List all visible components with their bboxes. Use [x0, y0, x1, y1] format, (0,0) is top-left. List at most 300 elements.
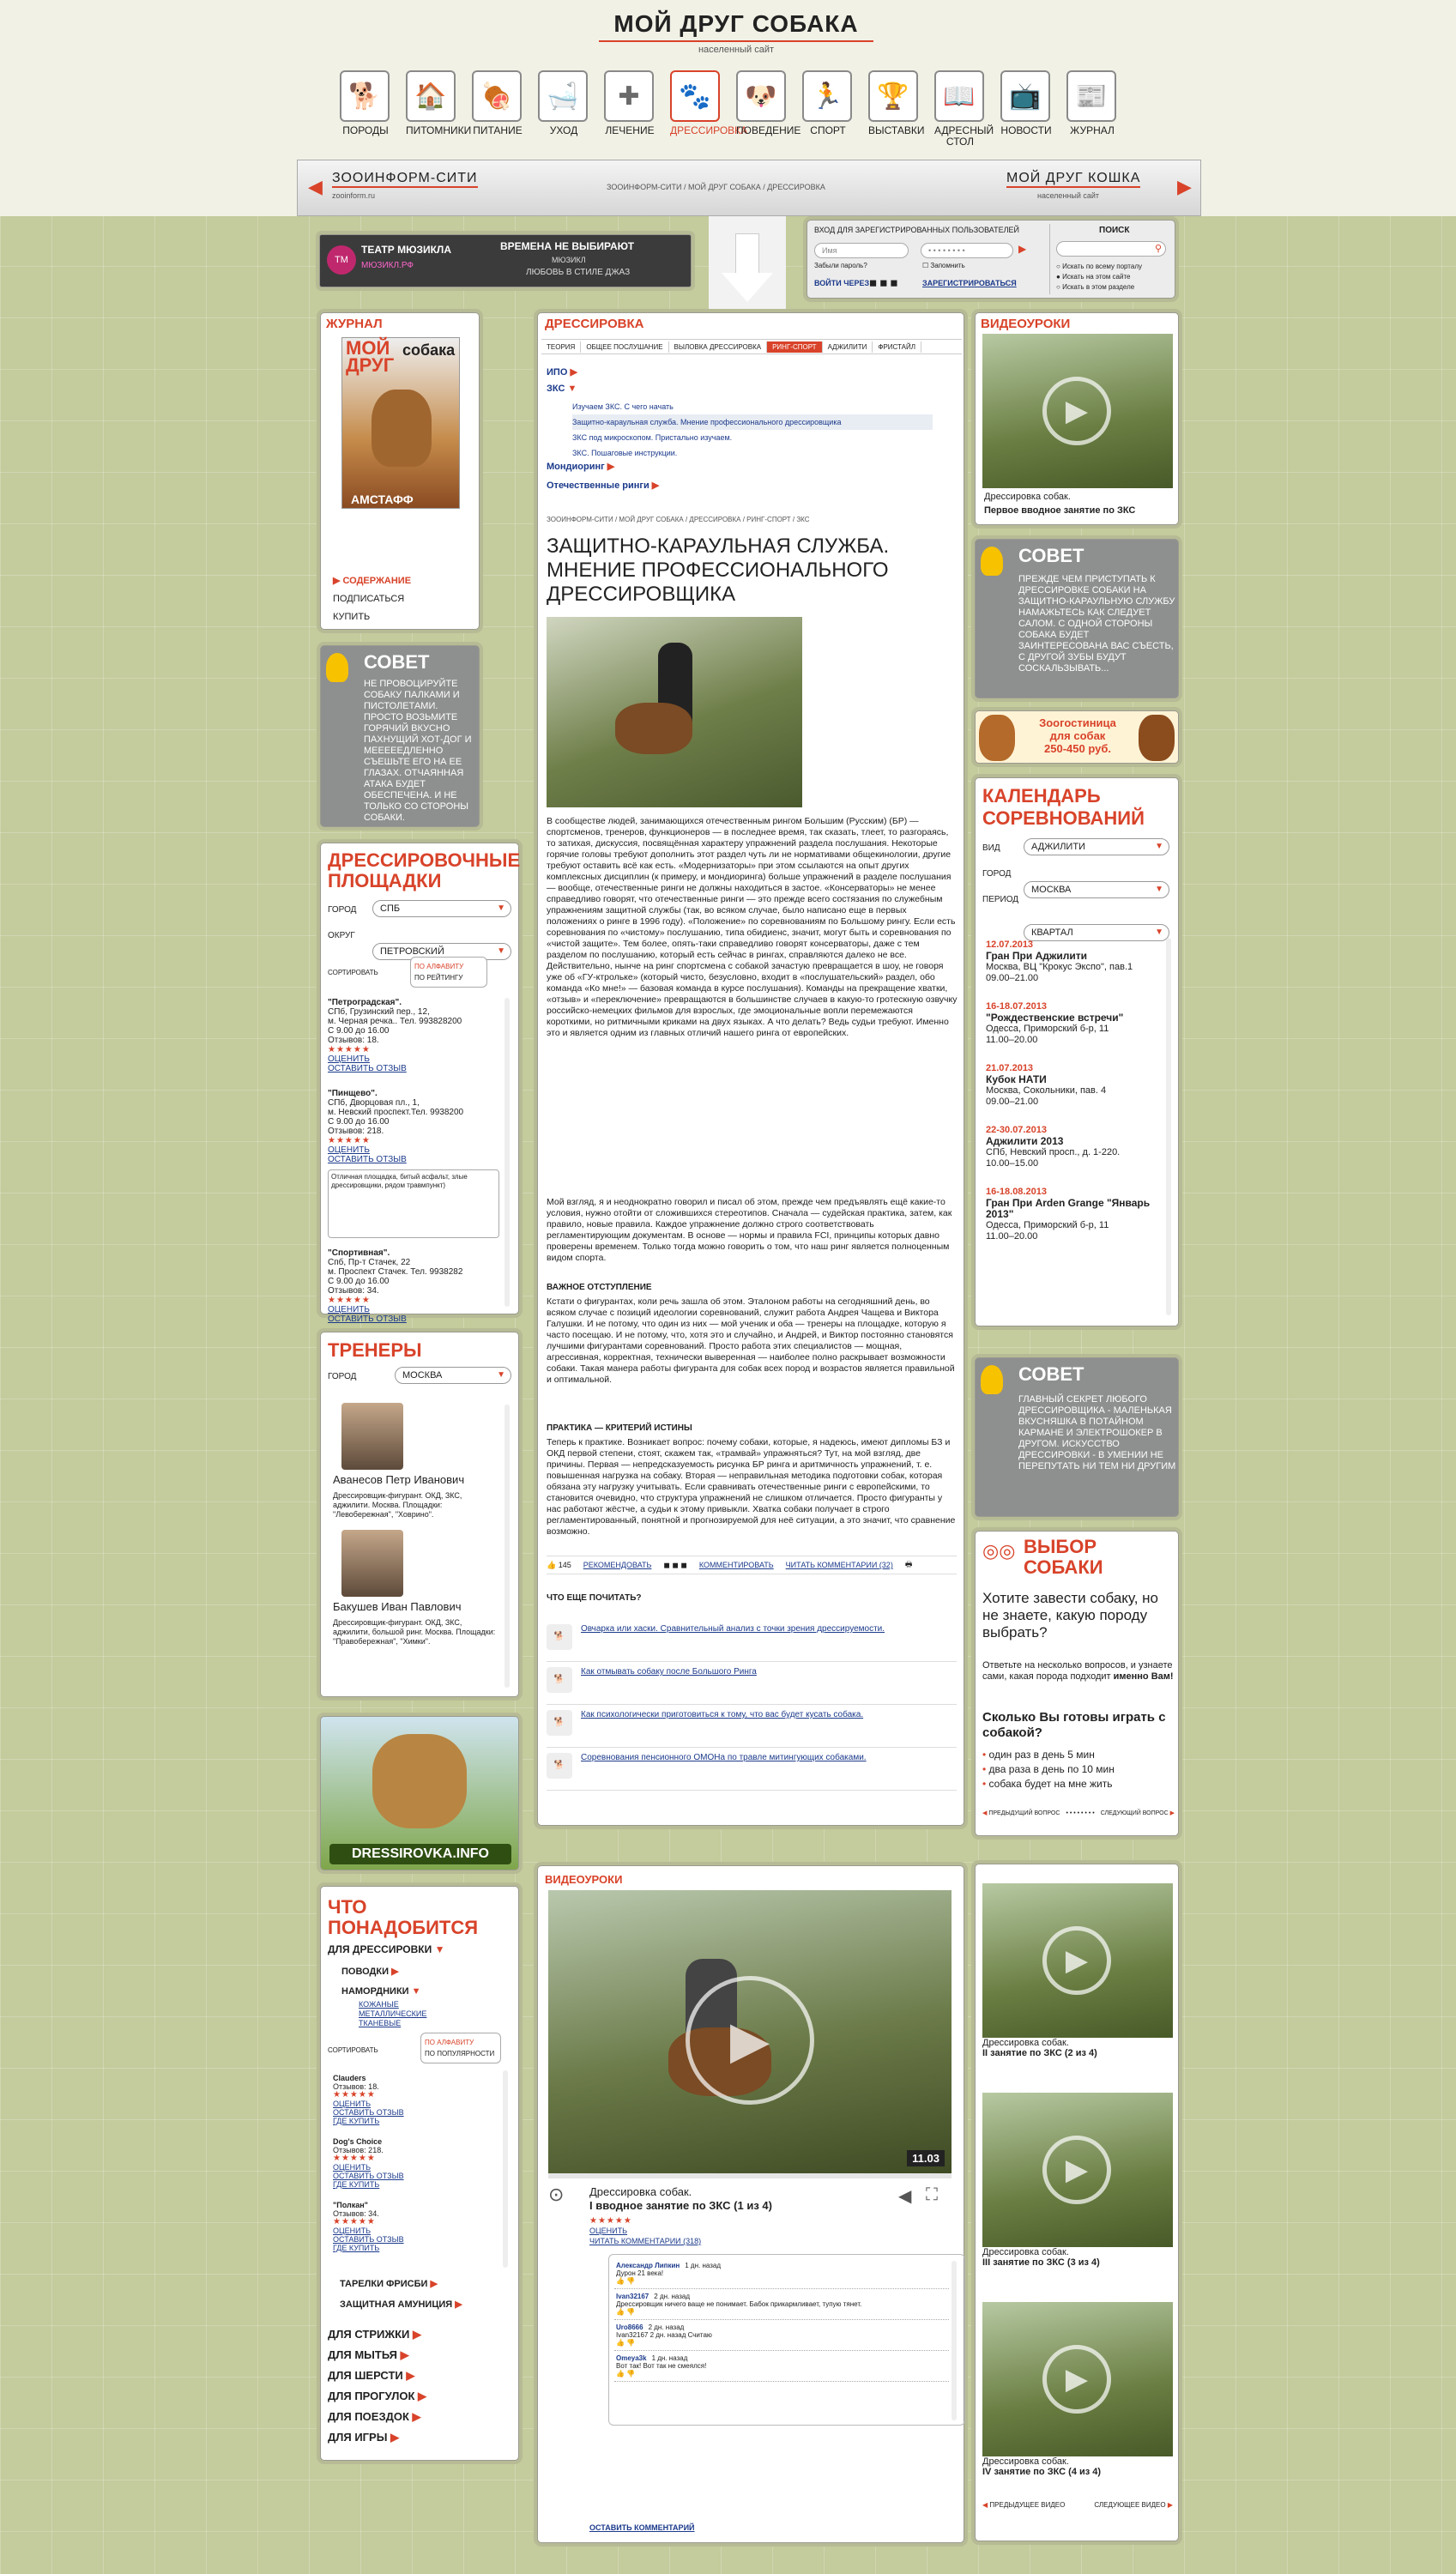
share-icons[interactable]: ◼ ◼ ◼: [663, 1560, 687, 1569]
nav-item-0[interactable]: [340, 70, 391, 136]
breadcrumb: ЗООИНФОРМ-СИТИ / МОЙ ДРУГ СОБАКА / ДРЕССИРОВКА / РИНГ-СПОРТ / ЗКС: [547, 516, 810, 523]
dog-photo: [979, 715, 1015, 761]
event-time: 09.00–21.00: [986, 973, 1039, 983]
event-name[interactable]: Гран При Аджилити: [986, 950, 1088, 962]
leave-review-link[interactable]: ОСТАВИТЬ ОТЗЫВ: [328, 1155, 407, 1164]
need-panel: [320, 1886, 519, 2461]
need-frisbee[interactable]: ТАРЕЛКИ ФРИСБИ ▶: [340, 2279, 438, 2289]
need-sub-item[interactable]: КОЖАНЫЕ: [359, 2000, 399, 2009]
next-question-button[interactable]: СЛЕДУЮЩИЙ ВОПРОС ▶: [1100, 1810, 1175, 1816]
event-item[interactable]: [986, 1187, 1157, 1242]
article-paragraph-2: Мой взгляд, я и неоднократно говорил и писал об этом, прежде чем предъявлять ещё какие-то условия, нужно отойти от сложившихся стереотипов. Сначала — судейская практика, затем, как правило, новые правила. Каждое упражнение должно строго соответствовать регламентирующим документам. В основе — нормы и правила FCI, принципы которых давно проверены временем. Только тогда можно говорить о том, что наш ринг является полноценным видом спорта.: [547, 1197, 952, 1263]
choice-title: ВЫБОР СОБАКИ: [1024, 1536, 1103, 1578]
nav-item-1[interactable]: [406, 70, 472, 136]
video-thumb[interactable]: [982, 2302, 1173, 2456]
video-rate-link[interactable]: ОЦЕНИТЬ: [589, 2227, 628, 2235]
read-comments-link[interactable]: ЧИТАТЬ КОММЕНТАРИИ (32): [785, 1561, 893, 1569]
grounds-scrollbar[interactable]: [504, 998, 510, 1307]
related-link[interactable]: Соревнования пенсионного ОМОНа по травле митингующих собаками.: [581, 1753, 867, 1762]
related-link[interactable]: Овчарка или хаски. Сравнительный анализ с точки зрения дрессируемости.: [581, 1624, 885, 1634]
musical-ad-slogan: ВРЕМЕНА НЕ ВЫБИРАЮТ: [500, 240, 635, 252]
ground-info: м. Черная речка.. Тел. 993828200: [328, 1017, 462, 1026]
comment-button[interactable]: КОММЕНТИРОВАТЬ: [698, 1561, 774, 1569]
rating-stars: ★★★★★: [328, 1045, 371, 1054]
glasses-icon: ◎◎: [982, 1540, 1016, 1562]
article-actions: [547, 1556, 957, 1574]
next-video-button[interactable]: СЛЕДУЮЩЕЕ ВИДЕО ▶: [1094, 2501, 1173, 2509]
menu-zks[interactable]: ЗКС ▼: [547, 384, 577, 394]
need-leashes[interactable]: ПОВОДКИ ▶: [341, 1967, 399, 1977]
review-textarea[interactable]: [328, 1169, 499, 1238]
grounds-sort-options[interactable]: [410, 957, 487, 988]
dressirovka-ad[interactable]: [320, 1716, 519, 1870]
event-time: 09.00–21.00: [986, 1097, 1039, 1107]
kennel-icon: 🏠: [406, 70, 456, 122]
arrow-icon: ▶: [387, 2431, 400, 2444]
twitter-icon[interactable]: ◼: [890, 278, 898, 288]
event-name[interactable]: Аджилити 2013: [986, 1135, 1064, 1147]
ground-item[interactable]: [328, 1089, 499, 1238]
choice-question-2: Сколько Вы готовы играть с собакой?: [982, 1710, 1166, 1740]
comment-header: [616, 2262, 947, 2269]
event-item[interactable]: [986, 1001, 1157, 1046]
register-link[interactable]: ЗАРЕГИСТРИРОВАТЬСЯ: [922, 279, 1017, 287]
trainer-item[interactable]: [333, 1403, 501, 1520]
choice-option-label: один раз в день 5 мин: [988, 1749, 1095, 1761]
calendar-view-select[interactable]: АДЖИЛИТИ ▼: [1024, 838, 1169, 855]
prev-question-button[interactable]: ◀ ПРЕДЫДУЩИЙ ВОПРОС: [982, 1810, 1060, 1816]
tab-2[interactable]: ВЫЛОВКА ДРЕССИРОВКА: [669, 341, 768, 353]
trainers-city-select[interactable]: МОСКВА ▼: [395, 1367, 511, 1384]
sport-icon: 🏃: [802, 70, 852, 122]
search-option-site[interactable]: ● Искать на этом сайте: [1056, 273, 1131, 281]
menu-rings[interactable]: Отечественные ринги ▶: [547, 480, 660, 491]
zooinform-sub: zooinform.ru: [332, 191, 376, 200]
where-buy-link[interactable]: ГДЕ КУПИТЬ: [333, 2244, 380, 2252]
fullscreen-icon[interactable]: ⛶: [926, 2185, 938, 2204]
video-item[interactable]: [982, 1883, 1173, 2058]
comment-text: Дрессировщик ничего ваще не понимает. Бабок прикармливает, тупую тянет.: [616, 2300, 862, 2308]
rate-link[interactable]: ОЦЕНИТЬ: [333, 2227, 372, 2235]
leave-review-link[interactable]: ОСТАВИТЬ ОТЗЫВ: [328, 1314, 407, 1324]
related-link[interactable]: Как психологически приготовиться к тому, что вас будет кусать собака.: [581, 1710, 864, 1719]
related-item[interactable]: [547, 1662, 957, 1705]
search-option-section[interactable]: ○ Искать в этом разделе: [1056, 283, 1135, 291]
grounds-city-select[interactable]: СПБ ▼: [372, 900, 511, 917]
choice-question: Хотите завести собаку, но не знаете, какую породу выбрать?: [982, 1590, 1158, 1640]
article-subheading-1: ВАЖНОЕ ОТСТУПЛЕНИЕ: [547, 1283, 652, 1292]
video-caption-2: IV занятие по ЗКС (4 из 4): [982, 2467, 1102, 2477]
play-button[interactable]: ⊙: [548, 2184, 565, 2205]
choice-option[interactable]: [982, 1777, 1115, 1792]
comment-header: [616, 2323, 947, 2331]
event-item[interactable]: [986, 1125, 1157, 1169]
nav-label: АДРЕСНЫЙ СТОЛ: [934, 124, 994, 148]
nav-label: ЖУРНАЛ: [1070, 124, 1115, 136]
choice-panel: [975, 1531, 1179, 1836]
play-icon[interactable]: ▶: [1042, 2136, 1111, 2204]
rate-link[interactable]: ОЦЕНИТЬ: [333, 2100, 372, 2108]
related-title: ЧТО ЕЩЕ ПОЧИТАТЬ?: [547, 1593, 642, 1603]
leave-comment-link[interactable]: ОСТАВИТЬ КОММЕНТАРИЙ: [589, 2523, 695, 2532]
where-buy-link[interactable]: ГДЕ КУПИТЬ: [333, 2180, 380, 2189]
tip-panel-1: [320, 645, 480, 827]
ground-info: м. Невский проспект.Тел. 9938200: [328, 1108, 464, 1117]
play-icon[interactable]: ▶: [1042, 1926, 1111, 1995]
dog-figure: [615, 703, 692, 754]
video-comments-scrollbar[interactable]: [952, 2261, 957, 2420]
radio-icon: •: [982, 1749, 989, 1761]
need-category-label: ДЛЯ ИГРЫ: [328, 2431, 388, 2444]
calendar-city-select[interactable]: МОСКВА ▼: [1024, 881, 1169, 898]
event-place: Одесса, Приморский б-р, 11: [986, 1024, 1109, 1034]
login-submit-button[interactable]: ▶: [1018, 243, 1027, 255]
right-videos-nav: [982, 2501, 1173, 2509]
video-comments-link[interactable]: ЧИТАТЬ КОММЕНТАРИИ (318): [589, 2237, 702, 2245]
play-icon[interactable]: ▶: [1042, 377, 1111, 445]
musical-ad-type: МЮЗИКЛ: [552, 256, 586, 264]
sort-alpha[interactable]: ПО АЛФАВИТУ: [425, 2039, 474, 2046]
recommend-button[interactable]: РЕКОМЕНДОВАТЬ: [583, 1561, 652, 1569]
leave-review-link[interactable]: ОСТАВИТЬ ОТЗЫВ: [333, 2172, 404, 2180]
right-video-caption-2: Первое вводное занятие по ЗКС: [984, 505, 1136, 516]
related-item[interactable]: [547, 1619, 957, 1662]
down-arrow-icon: [709, 216, 786, 309]
product-name[interactable]: Dog's Choice: [333, 2137, 383, 2146]
product-item[interactable]: [333, 2201, 496, 2252]
need-scrollbar[interactable]: [503, 2070, 508, 2268]
nav-label: ЛЕЧЕНИЕ: [605, 124, 655, 136]
trainer-name[interactable]: Бакушев Иван Павлович: [333, 1600, 462, 1613]
comment-user[interactable]: Omeya3k: [616, 2354, 647, 2362]
tab-3[interactable]: РИНГ-СПОРТ: [767, 341, 822, 353]
event-time: 11.00–20.00: [986, 1035, 1038, 1045]
menu-ipo[interactable]: ИПО ▶: [547, 367, 577, 378]
vk-icon[interactable]: ◼: [879, 278, 888, 288]
rating-stars: ★★★★★: [328, 1296, 371, 1305]
journal-link-2[interactable]: [333, 608, 411, 626]
grounds-panel: [320, 843, 521, 1324]
ground-item[interactable]: [328, 998, 499, 1073]
need-category-label: ДЛЯ МЫТЬЯ: [328, 2348, 398, 2361]
nav-label: ВЫСТАВКИ: [868, 124, 925, 136]
nav-label: ПОРОДЫ: [342, 124, 389, 136]
need-protection[interactable]: ЗАЩИТНАЯ АМУНИЦИЯ ▶: [340, 2299, 462, 2310]
dog-photo: [372, 390, 432, 467]
nav-item-5[interactable]: [670, 70, 748, 136]
article-paragraph-4: Теперь к практике. Возникает вопрос: почему собаки, которые, я надеюсь, имеют дипломы БЗ и ОКД первой степени, стоят, скажем так, «трамвай» упражняться? Тут, на мой взгляд, две причины. Первая — непредсказуемость рисунка БР ринга и аритмичность упражнений, т. е. повышенная нагрузка на собаку. Вторая — неправильная методика подготовки собак, которая обязана эту нагрузку учитывать. Если сравнивать отечественные ринги с европейскими, то становится очевидно, что структура упражнений не слишком отличается. Просто фигуранты у нас работают жёстче, а судьи к этому привыкли. Хватка собаки получает в строго регламентированный, понятной и прогнозируемой для неё ситуации, а это значит, что сравнение возможно.: [547, 1437, 956, 1537]
event-time: 10.00–15.00: [986, 1158, 1039, 1169]
leave-review-link[interactable]: ОСТАВИТЬ ОТЗЫВ: [333, 2108, 404, 2117]
sub-menu-item[interactable]: Изучаем ЗКС. С чего начать: [572, 402, 674, 411]
need-category[interactable]: [328, 2386, 426, 2407]
calendar-view-label: ВИД: [982, 843, 1000, 853]
leave-review-link[interactable]: ОСТАВИТЬ ОТЗЫВ: [328, 1064, 407, 1073]
need-category[interactable]: [328, 2407, 426, 2427]
trainer-item[interactable]: [333, 1530, 501, 1647]
login-panel: [807, 220, 1175, 299]
rating-stars: ★★★★★: [333, 2090, 376, 2100]
menu-mondioring[interactable]: Мондиоринг ▶: [547, 462, 615, 472]
dog-photo: [1139, 715, 1175, 761]
calendar-scrollbar[interactable]: [1166, 938, 1171, 1315]
sub-menu-item[interactable]: ЗКС. Пошаговые инструкции.: [572, 449, 678, 457]
rate-link[interactable]: ОЦЕНИТЬ: [328, 1054, 370, 1064]
video-player[interactable]: [548, 1890, 952, 2173]
rate-link[interactable]: ОЦЕНИТЬ: [328, 1305, 370, 1314]
calendar-period-select[interactable]: КВАРТАЛ ▼: [1024, 924, 1169, 941]
search-icon[interactable]: ⚲: [1154, 244, 1162, 254]
choice-option[interactable]: [982, 1762, 1115, 1777]
product-reviews[interactable]: Отзывов: 18.: [333, 2082, 379, 2091]
event-date: 16-18.07.2013: [986, 1001, 1047, 1012]
ground-name[interactable]: "Петроградская".: [328, 998, 402, 1007]
need-sort-label: СОРТИРОВАТЬ: [328, 2046, 378, 2054]
need-sub-item[interactable]: ТКАНЕВЫЕ: [359, 2019, 402, 2027]
need-sub[interactable]: ДЛЯ ДРЕССИРОВКИ ▼: [328, 1943, 445, 1955]
nav-label: ПИТОМНИКИ: [406, 124, 472, 136]
username-input[interactable]: Имя: [814, 243, 909, 258]
sort-popularity[interactable]: ПО ПОПУЛЯРНОСТИ: [425, 2050, 495, 2057]
breeds-icon: 🐕: [340, 70, 390, 122]
comment-text: Вот так! Вот так не смеялся!: [616, 2362, 707, 2370]
nav-item-2[interactable]: [472, 70, 523, 136]
right-video-panel: [975, 312, 1179, 525]
password-input[interactable]: • • • • • • • •: [921, 243, 1013, 258]
grounds-title: ДРЕССИРОВОЧНЫЕ ПЛОЩАДКИ: [328, 849, 521, 891]
nav-item-8[interactable]: [868, 70, 925, 136]
cat-site-title[interactable]: МОЙ ДРУГ КОШКА: [1006, 171, 1140, 188]
zoo-ad-line-2: для собак: [1049, 729, 1106, 742]
nav-item-3[interactable]: [538, 70, 589, 136]
tab-4[interactable]: АДЖИЛИТИ: [823, 341, 873, 353]
choice-sub-strong: именно Вам!: [1113, 1671, 1174, 1682]
grounds-district-label: ОКРУГ: [328, 931, 355, 940]
rating-stars: ★★★★★: [333, 2154, 376, 2163]
event-item[interactable]: [986, 940, 1157, 984]
prev-site-arrow[interactable]: ◀: [308, 176, 323, 197]
comment-vote-icons[interactable]: 👍 👎: [616, 2339, 636, 2347]
comment-text: Ivan32167 2 дн. назад Считаю: [616, 2331, 712, 2339]
event-date: 22-30.07.2013: [986, 1125, 1047, 1135]
rating-stars: ★★★★★: [333, 2217, 376, 2227]
sort-alpha[interactable]: ПО АЛФАВИТУ: [414, 963, 464, 970]
event-time: 11.00–20.00: [986, 1231, 1038, 1242]
rating-stars: ★★★★★: [328, 1136, 371, 1145]
ground-name[interactable]: "Спортивная".: [328, 1248, 390, 1258]
sub-menu-item[interactable]: ЗКС под микроскопом. Пристально изучаем.: [572, 433, 733, 442]
video-thumb[interactable]: [982, 2093, 1173, 2247]
rate-link[interactable]: ОЦЕНИТЬ: [333, 2163, 372, 2172]
behavior-icon: 🐶: [736, 70, 786, 122]
site-banner: [297, 160, 1201, 216]
musical-ad[interactable]: [319, 234, 692, 287]
journal-link-1[interactable]: [333, 590, 411, 608]
comment-user[interactable]: Ivan32167: [616, 2293, 649, 2300]
musical-ad-name: ЛЮБОВЬ В СТИЛЕ ДЖАЗ: [526, 268, 631, 277]
product-item[interactable]: [333, 2074, 496, 2125]
sub-menu-item[interactable]: Защитно-караульная служба. Мнение профессионального дрессировщика: [572, 414, 933, 430]
calendar-period-label: ПЕРИОД: [982, 895, 1019, 904]
choice-option[interactable]: [982, 1748, 1115, 1762]
event-name[interactable]: Кубок НАТИ: [986, 1073, 1047, 1085]
product-item[interactable]: [333, 2137, 496, 2189]
play-icon[interactable]: ▶: [686, 1976, 814, 2105]
product-name[interactable]: Clauders: [333, 2074, 366, 2082]
trainers-scrollbar[interactable]: [504, 1405, 510, 1688]
arrow-icon: ▶: [402, 2369, 415, 2382]
nav-item-6[interactable]: [736, 70, 801, 136]
grounds-city-label: ГОРОД: [328, 905, 357, 915]
comment-vote-icons[interactable]: 👍 👎: [616, 2308, 636, 2316]
nav-item-9[interactable]: [934, 70, 994, 148]
comment-vote-icons[interactable]: 👍 👎: [616, 2370, 636, 2378]
need-title: ЧТО ПОНАДОБИТСЯ: [328, 1896, 479, 1938]
dressirovka-ad-text: DRESSIROVKA.INFO: [329, 1844, 511, 1864]
ground-name[interactable]: "Пинщево".: [328, 1089, 378, 1098]
video-item[interactable]: [982, 2093, 1173, 2268]
journal-link-0[interactable]: [333, 572, 411, 590]
choice-sub: Ответьте на несколько вопросов, и узнаете сами, какая порода подходит: [982, 1660, 1173, 1682]
tab-1[interactable]: ОБЩЕЕ ПОСЛУШАНИЕ: [581, 341, 668, 353]
comment-item: [614, 2258, 949, 2289]
journal-link-label: ПОДПИСАТЬСЯ: [333, 594, 405, 604]
need-sub-item[interactable]: МЕТАЛЛИЧЕСКИЕ: [359, 2009, 427, 2018]
choice-nav: [982, 1806, 1175, 1820]
arrow-icon: ▶: [414, 2390, 427, 2402]
dog-icon: 🐕: [547, 1624, 572, 1650]
search-option-portal[interactable]: ○ Искать по всему порталу: [1056, 263, 1142, 270]
comment-vote-icons[interactable]: 👍 👎: [616, 2277, 636, 2285]
trainers-city-label: ГОРОД: [328, 1372, 357, 1381]
where-buy-link[interactable]: ГДЕ КУПИТЬ: [333, 2117, 380, 2125]
event-place: Одесса, Приморский б-р, 11: [986, 1220, 1109, 1230]
need-muzzles[interactable]: НАМОРДНИКИ ▼: [341, 1986, 421, 1997]
sort-rating[interactable]: ПО РЕЙТИНГУ: [414, 974, 463, 982]
video-main-title: ВИДЕОУРОКИ: [545, 1873, 623, 1886]
nav-label: ДРЕССИРОВКА: [670, 124, 748, 136]
ground-reviews[interactable]: Отзывов: 218.: [328, 1127, 384, 1136]
section-title: ДРЕССИРОВКА: [545, 317, 644, 331]
social-login-icons[interactable]: [869, 277, 898, 288]
food-icon: 🍖: [472, 70, 522, 122]
ground-info: С 9.00 до 16.00: [328, 1026, 390, 1036]
comment-user[interactable]: Uro8666: [616, 2323, 643, 2331]
product-reviews[interactable]: Отзывов: 218.: [333, 2146, 384, 2154]
related-item[interactable]: [547, 1705, 957, 1748]
ground-reviews[interactable]: Отзывов: 18.: [328, 1036, 379, 1045]
avatar: [341, 1530, 403, 1597]
banner-breadcrumb: ЗООИНФОРМ-СИТИ / МОЙ ДРУГ СОБАКА / ДРЕССИРОВКА: [607, 183, 825, 191]
video-main-panel: [537, 1865, 964, 2543]
ground-info: С 9.00 до 16.00: [328, 1277, 390, 1286]
event-date: 16-18.08.2013: [986, 1187, 1047, 1197]
comment-header: [616, 2293, 947, 2300]
comment-item: [614, 2320, 949, 2351]
play-icon[interactable]: ▶: [1042, 2345, 1111, 2414]
article-paragraph-3: Кстати о фигурантах, коли речь зашла об этом. Эталоном работы на сегодняшний день, во всяком случае с позиций идеологии соревнований, служит работа Андрея Чащева и Виктора Галушки. И не потому, что один из них — мой ученик и оба — тренеры на площадке, которую я часто посещаю. И не потому, что, хотя это и случайно, и Андрей, и Виктор постоянно становятся лучшими фигурантами соревнований. Просто работа этих специалистов — мощная, агрессивная, корректная, технически выверенная — наиболее полно раскрывает возможности собаки. Такая манера работы фигуранта для собак всех пород и возрастов является правильной и оптимальной.: [547, 1296, 955, 1385]
tip-1-title: СОВЕТ: [364, 651, 430, 673]
shows-icon: 🏆: [868, 70, 918, 122]
nav-item-10[interactable]: [1000, 70, 1052, 136]
radio-icon: •: [982, 1763, 989, 1775]
ground-item[interactable]: [328, 1248, 499, 1324]
tip-1-text: НЕ ПРОВОЦИРУЙТЕ СОБАКУ ПАЛКАМИ И ПИСТОЛЕТАМИ. ПРОСТО ВОЗЬМИТЕ ГОРЯЧИЙ ВКУСНО ПАХНУЩИЙ ХОТ-ДОГ И МЕЕЕЕЕДЛЕННО СЪЕШЬТЕ ЕГО НА ЕЕ ГЛАЗАХ. ОТЧАЯННАЯ АТАКА БУДЕТ ОБЕСПЕЧЕНА. И НЕ ТОЛЬКО СО СТОРОНЫ СОБАКИ.: [364, 679, 472, 823]
arrow-icon: ▶: [397, 2348, 409, 2361]
trainer-info: Дрессировщик-фигурант. ОКД, ЗКС, аджилити, большой ринг. Москва. Площадки: "Правобережная", "Химки".: [333, 1618, 496, 1646]
print-icon[interactable]: 🖶: [904, 1560, 913, 1568]
comment-user[interactable]: Александр Липкин: [616, 2262, 680, 2269]
product-reviews[interactable]: Отзывов: 34.: [333, 2209, 379, 2218]
need-category[interactable]: [328, 2427, 426, 2448]
volume-icon[interactable]: ◀: [898, 2187, 912, 2206]
leave-review-link[interactable]: ОСТАВИТЬ ОТЗЫВ: [333, 2235, 404, 2244]
video-caption-1: Дрессировка собак.: [589, 2185, 692, 2198]
ground-info: Спб, Пр-т Стачек, 22: [328, 1258, 411, 1267]
facebook-icon[interactable]: ◼: [869, 278, 878, 288]
related-link[interactable]: Как отмывать собаку после Большого Ринга: [581, 1667, 757, 1677]
need-category[interactable]: [328, 2345, 426, 2366]
remember-checkbox[interactable]: ☐ Запомнить: [922, 262, 965, 269]
logo[interactable]: МОЙ ДРУГ СОБАКА: [599, 10, 873, 42]
trainer-name[interactable]: Аванесов Петр Иванович: [333, 1473, 465, 1486]
grounds-district-select[interactable]: ПЕТРОВСКИЙ ▼: [372, 943, 511, 960]
need-category-label: ДЛЯ ПРОГУЛОК: [328, 2390, 415, 2402]
like-button[interactable]: 👍 145: [547, 1560, 571, 1569]
video-duration: 11.03: [907, 2150, 945, 2166]
next-site-arrow[interactable]: ▶: [1177, 176, 1192, 197]
calendar-panel: [975, 777, 1179, 1326]
event-name[interactable]: "Рождественские встречи": [986, 1012, 1124, 1024]
need-category[interactable]: [328, 2366, 426, 2386]
trainers-title: ТРЕНЕРЫ: [328, 1339, 422, 1361]
comment-item: [614, 2289, 949, 2320]
product-name[interactable]: "Полкан": [333, 2201, 368, 2209]
search-input[interactable]: [1056, 241, 1166, 257]
treatment-icon: ✚: [604, 70, 654, 122]
prev-video-button[interactable]: ◀ ПРЕДЫДУЩЕЕ ВИДЕО: [982, 2501, 1066, 2509]
zoo-hotel-ad[interactable]: [975, 710, 1179, 764]
event-item[interactable]: [986, 1063, 1157, 1108]
nav-label: ПОВЕДЕНИЕ: [736, 124, 801, 136]
bulb-icon: [981, 1365, 1003, 1394]
radio-icon: •: [982, 1778, 989, 1790]
video-progress-bar[interactable]: [548, 2173, 952, 2178]
right-video-thumb[interactable]: [982, 334, 1173, 488]
nav-item-7[interactable]: [802, 70, 854, 136]
forgot-password-link[interactable]: Забыли пароль?: [814, 262, 867, 269]
video-item[interactable]: [982, 2302, 1173, 2477]
related-item[interactable]: [547, 1748, 957, 1791]
zooinform-title[interactable]: ЗООИНФОРМ-СИТИ: [332, 171, 478, 188]
remember-label: Запомнить: [930, 262, 965, 269]
rate-link[interactable]: ОЦЕНИТЬ: [328, 1145, 370, 1155]
video-thumb[interactable]: [982, 1883, 1173, 2038]
article-panel: [537, 312, 964, 1826]
bulb-icon: [981, 547, 1003, 576]
journal-cover[interactable]: МОЙ ДРУГ собака АМСТАФФ: [341, 337, 460, 509]
comment-time: 2 дн. назад: [648, 2323, 685, 2331]
tab-5[interactable]: ФРИСТАЙЛ: [873, 341, 921, 353]
tab-0[interactable]: ТЕОРИЯ: [541, 341, 581, 353]
nav-item-11[interactable]: [1066, 70, 1118, 136]
address-icon: 📖: [934, 70, 984, 122]
need-category[interactable]: [328, 2324, 426, 2345]
ground-reviews[interactable]: Отзывов: 34.: [328, 1286, 379, 1296]
event-name[interactable]: Гран При Arden Grange "Январь 2013": [986, 1197, 1151, 1220]
nav-item-4[interactable]: [604, 70, 656, 136]
need-sort-options[interactable]: [420, 2033, 501, 2063]
